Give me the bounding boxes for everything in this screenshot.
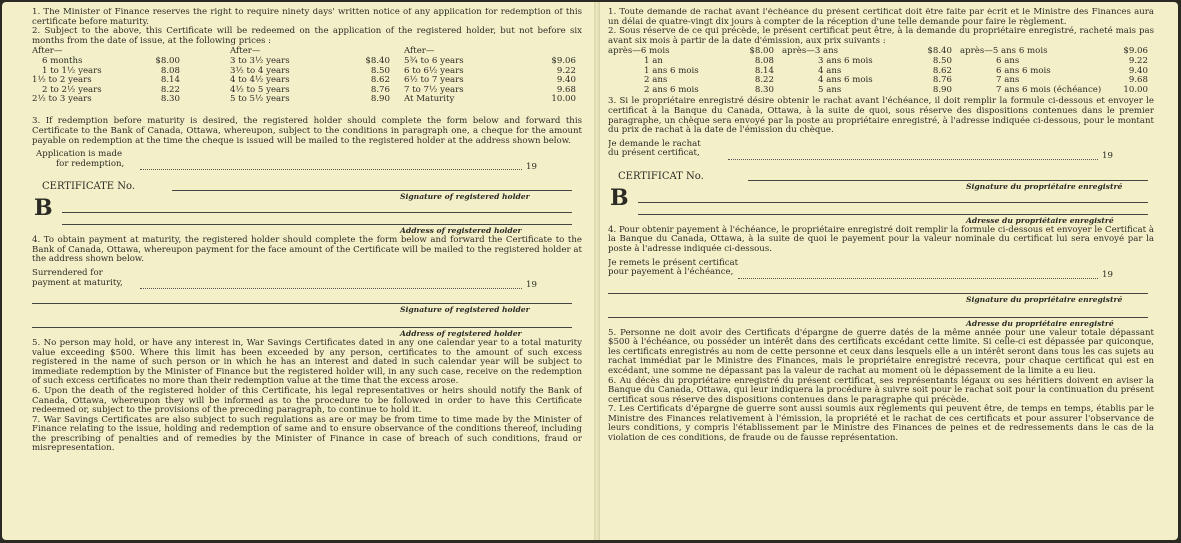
en-paragraph-5: 5. No person may hold, or have any interest in, War Savings Certificates dated in any one calendar year to a total maturity value exceeding $500. Where this limit has been exceeded by any person, certificates to the amount of such excess registered in the name of such person or in which he has an interest and dated in such calendar year will be subject to immediate redemption by the Minister of Finance but the registered holder will, in any such case, receive on the redemption of such excess certificates no more than their redemption value at the time that the excess arose. — [32, 337, 582, 387]
en-paragraph-6: 6. Upon the death of the registered holder of this Certificate, his legal representatives or heirs should notify the Bank of Canada, Ottawa, whereupon they will be informed as to the procedure to be followed in order to have this Certificate redeemed or, subject to the provisions of the preceding paragraph, to continue to hold it. — [32, 385, 582, 416]
en-paragraph-3: 3. If redemption before maturity is desired, the registered holder should complete the form below and forward this Certificate to the Bank of Canada, Ottawa, whereupon, subject to the conditions in paragraph one, a cheque for the amount payable on redemption at the time the cheque is issued will be mailed to the registered holder at the address shown below. — [32, 116, 582, 146]
en-maturity-surrender: Surrendered for payment at maturity, 19 — [32, 267, 537, 291]
rate-row: 5 ans 8.90 — [818, 84, 952, 95]
fr-paragraph-7: 7. Les Certificats d'épargne de guerre sont aussi soumis aux règlements qui peuvent être, de temps en temps, établis par le Ministre des Finances relativement à l'émission, la propriété et le rachat de ces certificats et pour assurer l'observance de leurs conditions, y compris l'établissement par le Ministre des Finances de peines et de redressements dans le cas de la violation de ces conditions, de fraude ou de fausse représentation. — [608, 404, 1154, 444]
en-paragraph-2: 2. Subject to the above, this Certificate will be redeemed on the application of the registered holder, but not before six months from the date of issue, at the following prices : — [32, 26, 582, 46]
rate-row: 3 to 3½ years $8.40 — [230, 55, 390, 66]
rate-row: At Maturity 10.00 — [404, 94, 576, 105]
rate-row: 2½ to 3 years 8.30 — [32, 94, 180, 105]
address-field[interactable] — [62, 224, 572, 225]
rate-row: 2 ans 8.22 — [644, 75, 774, 86]
address-field[interactable] — [638, 214, 1148, 215]
en-rate-table — [32, 47, 582, 117]
date-field[interactable] — [738, 278, 1098, 279]
certificate-back — [2, 2, 1178, 540]
signature-field[interactable] — [608, 293, 1148, 294]
en-redemption-application: Application is made for redemption, 19 — [36, 149, 537, 172]
rate-row: 4 ans 8.62 — [818, 65, 952, 76]
signature-field[interactable] — [748, 180, 1148, 181]
rate-row: après—6 mois $8.00 — [608, 46, 774, 57]
fr-maturity-signature: Signature du propriétaire enregistré Adresse du propriétaire enregistré — [608, 283, 1154, 329]
rate-row: 1 an 8.08 — [644, 55, 774, 66]
rate-row: 6 to 6½ years 9.22 — [404, 65, 576, 76]
fr-paragraph-1: 1. Toute demande de rachat avant l'échéance du présent certificat doit être faite par écrit et le Ministre des Finances aura un délai de quatre-vingt dix jours à compter de la réception d'une telle demande pour faire le règlement. — [608, 8, 1154, 27]
rate-row: 7 ans 6 mois (échéance) 10.00 — [996, 84, 1148, 95]
date-field[interactable] — [728, 159, 1098, 160]
rate-row: après—5 ans 6 mois $9.06 — [960, 46, 1148, 57]
fr-redemption-application: Je demande le rachat du présent certificat, 19 — [608, 138, 1113, 162]
rate-row: 3 ans 6 mois 8.50 — [818, 55, 952, 66]
after-label: After— — [230, 46, 261, 57]
after-label: After— — [32, 46, 63, 57]
en-paragraph-7: 7. War Savings Certificates are also subject to such regulations as are or may be from time to time made by the Minister of Finance relating to the issue, holding and redemption of same and to ensure observance of the conditions thereof, including the prescribing of penalties and of remedies by the Minister of Finance in case of breach of such conditions, fraud or misrepresentation. — [32, 414, 582, 454]
fr-paragraph-4: 4. Pour obtenir payement à l'échéance, le propriétaire enregistré doit remplir la formule ci-dessous et envoyer le Certificat à la Banque du Canada, Ottawa, à la suite de quoi le payement pour la valeur nominale du certificat lui sera envoyé par la poste à l'adresse indiquée ci-dessous. — [608, 224, 1154, 254]
en-certificate-number-row: CERTIFICATE No. Signature of registered holder — [32, 178, 582, 204]
fr-paragraph-5: 5. Personne ne doit avoir des Certificats d'épargne de guerre datés de la même année pour une valeur totale dépassant $500 à l'échéance, ou posséder un intérêt dans des certificats excédant cette limite. Si celle-ci est dépassée par quiconque, les certificats enregistrés au nom de cette personne et ceux dans lesquels elle a un intérêt seront dans tous les cas sujets au rachat immédiat par le Ministre des Finances, mais le propriétaire enregistré recevra, pour chaque certificat qui est en excédant, une somme ne dépassant pas la valeur de rachat au moment où le dépassement de la limite a eu lieu. — [608, 327, 1154, 376]
stamp-letter: B — [610, 184, 629, 211]
rate-row: après—3 ans $8.40 — [782, 46, 952, 57]
rate-row: 6½ to 7 years 9.40 — [404, 75, 576, 86]
certificate-number-label: CERTIFICATE No. — [42, 181, 136, 193]
rate-row: 5¾ to 6 years $9.06 — [404, 55, 576, 66]
stamp-letter: B — [34, 195, 53, 222]
rate-row: 7 to 7½ years 9.68 — [404, 84, 576, 95]
fr-paragraph-2: 2. Sous réserve de ce qui précède, le présent certificat peut être, à la demande du propriétaire enregistré, racheté mais pas avant six mois à partir de la date d'émission, aux prix suivants : — [608, 26, 1154, 46]
rate-row: 7 ans 9.68 — [996, 75, 1148, 86]
fr-rate-table — [608, 47, 1154, 97]
fr-certificate-number-row: CERTIFICAT No. Signature du propriétaire enregistré — [608, 168, 1154, 194]
rate-row: 1 to 1½ years 8.08 — [42, 65, 180, 76]
address-field[interactable] — [638, 202, 1148, 203]
en-paragraph-4: 4. To obtain payment at maturity, the registered holder should complete the form below and forward the Certificate to the Bank of Canada, Ottawa, whereupon payment for the face amount of the Certificate will be mailed to the registered holder at the address shown below. — [32, 235, 582, 265]
rate-row: 6 ans 9.22 — [996, 55, 1148, 66]
en-paragraph-1: 1. The Minister of Finance reserves the right to require ninety days' written notice of any application for redemption of this certificate before maturity. — [32, 8, 582, 27]
after-label: After— — [404, 46, 435, 57]
rate-row: 6 months $8.00 — [42, 55, 180, 66]
signature-field[interactable] — [172, 190, 572, 191]
address-field[interactable] — [608, 317, 1148, 318]
rate-row: 4½ to 5 years 8.76 — [230, 84, 390, 95]
rate-row: 4 to 4½ years 8.62 — [230, 75, 390, 86]
french-column — [608, 8, 1154, 534]
rate-row: 1½ to 2 years 8.14 — [32, 75, 180, 86]
certificate-number-label: CERTIFICAT No. — [618, 170, 704, 182]
fr-paragraph-3: 3. Si le propriétaire enregistré désire obtenir le rachat avant l'échéance, il doit remplir la formule ci-dessous et envoyer le certificat à la Banque du Canada, Ottawa, à la suite de quoi, sous réserve des dispositions contenues dans le premier paragraphe, un chèque sera envoyé par la poste au propriétaire enregistré, à l'adresse indiquée ci-dessous, pour le montant du prix de rachat à la date de l'émission du chèque. — [608, 96, 1154, 136]
fr-paragraph-6: 6. Au décès du propriétaire enregistré du présent certificat, ses représentants légaux ou ses héritiers doivent en aviser la Banque du Canada, Ottawa, qui leur indiquera la procédure à suivre soit pour le rachat soit pour la continuation du présent certificat sous réserve des dispositions contenues dans le paragraphe qui précède. — [608, 375, 1154, 405]
rate-row: 1 ans 6 mois 8.14 — [644, 65, 774, 76]
date-field[interactable] — [140, 288, 522, 289]
rate-row: 2 ans 6 mois 8.30 — [644, 84, 774, 95]
fr-maturity-surrender: Je remets le présent certificat pour payement à l'échéance, 19 — [608, 257, 1113, 280]
address-field[interactable] — [32, 327, 572, 328]
signature-field[interactable] — [32, 303, 572, 304]
rate-row: 3½ to 4 years 8.50 — [230, 65, 390, 76]
fr-address-block: B Adresse du propriétaire enregistré — [608, 194, 1154, 226]
rate-row: 6 ans 6 mois 9.40 — [996, 65, 1148, 76]
english-column — [32, 8, 582, 534]
address-field[interactable] — [62, 212, 572, 213]
en-address-block: B Address of registered holder — [32, 204, 582, 236]
en-maturity-signature: Signature of registered holder Address of registered holder — [32, 293, 582, 339]
rate-row: 4 ans 6 mois 8.76 — [818, 75, 952, 86]
fold-crease — [594, 2, 600, 540]
date-field[interactable] — [140, 169, 522, 170]
rate-row: 5 to 5½ years 8.90 — [230, 94, 390, 105]
rate-row: 2 to 2½ years 8.22 — [42, 84, 180, 95]
